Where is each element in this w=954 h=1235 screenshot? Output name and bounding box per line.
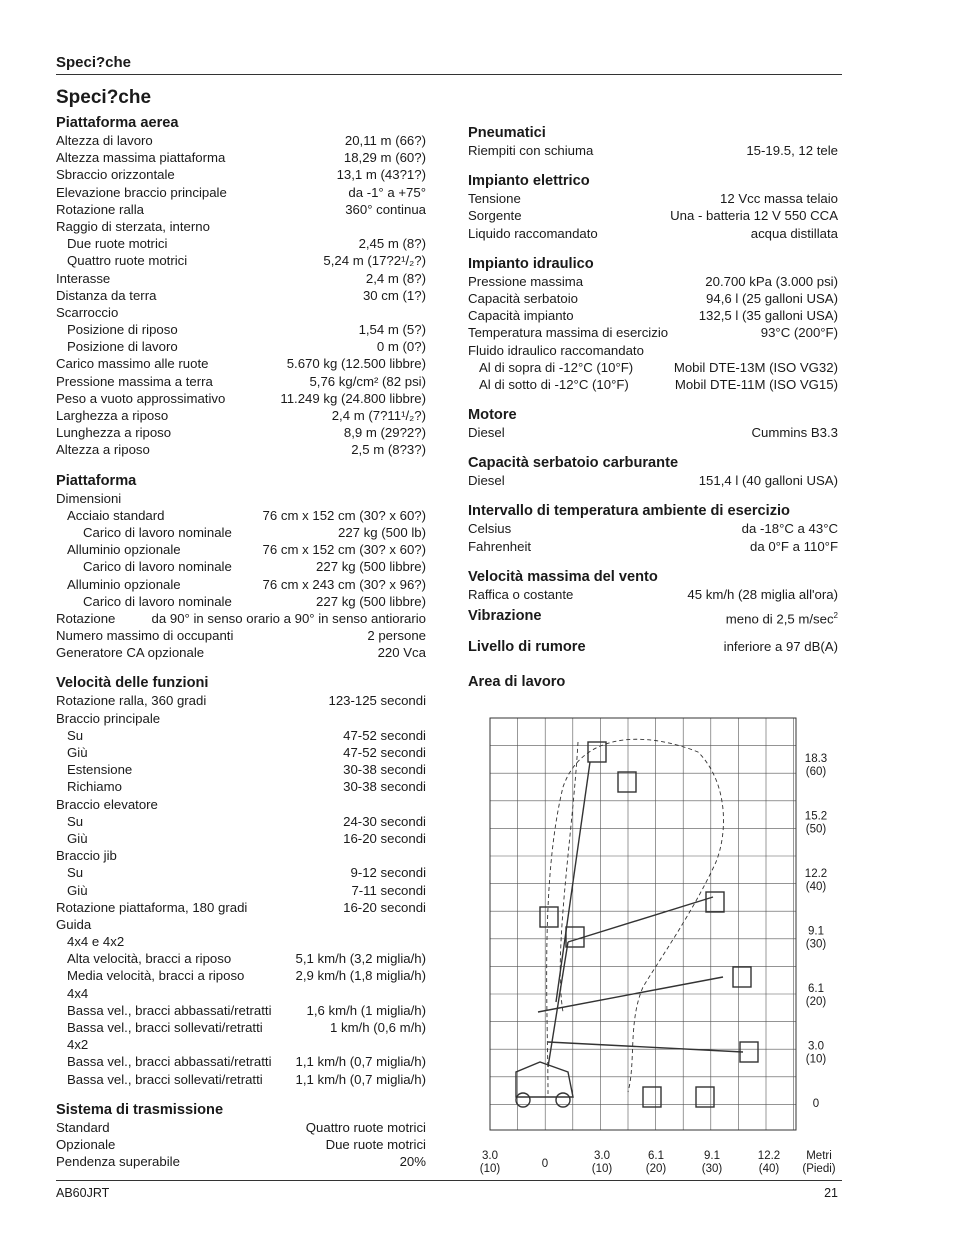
section-title: Velocità delle funzioni (56, 675, 209, 692)
spec-row (56, 1153, 426, 1170)
spec-row (56, 1002, 426, 1019)
spec-value: 2,45 m (8?) (358, 236, 426, 252)
spec-value: 47-52 secondi (343, 727, 426, 743)
spec-row (468, 586, 838, 603)
spec-label: Tensione (468, 191, 521, 207)
y-tick-label: (20) (805, 996, 827, 1008)
work-area-title: Area di lavoro (468, 674, 566, 690)
spec-label: Sbraccio orizzontale (56, 167, 175, 183)
spec-row (56, 252, 426, 269)
spec-label: Carico di lavoro nominale (83, 593, 232, 609)
spec-row (56, 390, 426, 407)
spec-row (56, 304, 426, 321)
spec-label: Lunghezza a riposo (56, 425, 172, 441)
spec-label: Generatore CA opzionale (56, 645, 205, 661)
spec-label: Rotazione (56, 610, 116, 626)
spec-row (56, 933, 426, 950)
spec-value: 123-125 secondi (328, 693, 426, 709)
spec-label: Posizione di lavoro (67, 339, 178, 355)
spec-row (56, 864, 426, 881)
x-tick-label: 9.1 (704, 1150, 720, 1162)
x-tick-label: (10) (479, 1163, 501, 1175)
spec-value: 1,6 km/h (1 miglia/h) (306, 1002, 426, 1018)
footer-rule (56, 1180, 842, 1181)
spec-value: da 90° in senso orario a 90° in senso antiorario (151, 610, 426, 626)
header-rule (56, 74, 842, 75)
spec-value: 2,4 m (7?11¹/₂?) (331, 408, 426, 423)
spec-row (56, 796, 426, 813)
x-tick-label: 12.2 (757, 1150, 781, 1162)
spec-row (56, 1019, 426, 1036)
spec-row (56, 166, 426, 183)
spec-label: Pressione massima a terra (56, 373, 213, 389)
spec-row (56, 270, 426, 287)
spec-label: Opzionale (56, 1136, 116, 1152)
spec-label: Giù (67, 745, 88, 760)
spec-row (56, 321, 426, 338)
spec-row (56, 778, 426, 795)
spec-row (56, 576, 426, 593)
y-axis-ticks (805, 753, 827, 1110)
y-tick-label: (60) (805, 766, 827, 778)
spec-row (56, 441, 426, 458)
spec-value: 20.700 kPa (3.000 psi) (705, 273, 838, 289)
right-column (468, 124, 838, 691)
x-tick-label: (20) (645, 1163, 667, 1175)
spec-row (56, 727, 426, 744)
spec-row (56, 950, 426, 967)
spec-label: Riempiti con schiuma (468, 143, 594, 158)
noise-row (468, 638, 838, 656)
spec-label: Due ruote motrici (67, 236, 168, 252)
spec-value: 2,4 m (8?) (365, 270, 426, 286)
section-title: Impianto idraulico (468, 255, 594, 272)
spec-row (56, 287, 426, 304)
spec-label: Raffica o costante (468, 586, 574, 602)
spec-value: 18,29 m (60?) (343, 150, 426, 166)
spec-label: Quattro ruote motrici (67, 253, 188, 269)
spec-label: Su (67, 865, 84, 881)
spec-row (56, 201, 426, 218)
spec-value: 5,24 m (17?2¹/₂?) (323, 253, 426, 269)
spec-value: 1,54 m (5?) (358, 322, 426, 338)
spec-row (56, 355, 426, 372)
spec-value: 20,11 m (66?) (344, 133, 426, 148)
spec-value: 5.670 kg (12.500 libbre) (286, 356, 426, 372)
spec-label: Carico di lavoro nominale (83, 559, 232, 575)
spec-label: Alta velocità, bracci a riposo (67, 951, 232, 967)
section-title: Piattaforma (56, 472, 137, 489)
spec-value: 9-12 secondi (350, 865, 426, 881)
spec-row (468, 376, 838, 393)
work-area-grid (490, 718, 796, 1130)
x-tick-label: 3.0 (482, 1150, 498, 1162)
spec-row (56, 830, 426, 847)
spec-row (468, 424, 838, 441)
footer-page-number: 21 (824, 1186, 838, 1200)
x-tick-label: (40) (758, 1163, 780, 1175)
left-column (56, 114, 426, 1170)
spec-row (56, 407, 426, 424)
spec-label: Braccio jib (56, 848, 117, 864)
spec-label: 4x2 (67, 1037, 89, 1053)
spec-value: Quattro ruote motrici (305, 1119, 426, 1135)
spec-label: Bassa vel., bracci sollevati/retratti (67, 1020, 263, 1035)
running-header: Speci?che (56, 54, 132, 71)
y-tick-label: 0 (812, 1098, 820, 1110)
spec-value: acqua distillata (750, 225, 838, 241)
spec-row (56, 1136, 426, 1153)
spec-value: Mobil DTE-11M (ISO VG15) (674, 376, 838, 392)
spec-row (56, 149, 426, 166)
spec-label: Acciaio standard (67, 507, 165, 523)
spec-row (56, 184, 426, 201)
spec-row (468, 207, 838, 224)
spec-label: Altezza a riposo (56, 442, 150, 458)
spec-row (56, 899, 426, 916)
spec-row (56, 132, 426, 149)
vibration-label: Vibrazione (468, 608, 542, 624)
y-tick-label: 6.1 (808, 983, 824, 995)
spec-label: Distanza da terra (56, 287, 157, 303)
noise-label: Livello di rumore (468, 639, 586, 655)
spec-row (56, 524, 426, 541)
spec-row (56, 710, 426, 727)
section-title: Intervallo di temperatura ambiente di esercizio (468, 503, 790, 520)
spec-row (56, 744, 426, 761)
spec-row (56, 541, 426, 558)
x-tick-label: (30) (701, 1163, 723, 1175)
y-tick-label: 18.3 (804, 753, 828, 765)
spec-value: 5,1 km/h (3,2 miglia/h) (295, 951, 426, 967)
right-sections (468, 124, 838, 603)
spec-value: 1 km/h (0,6 m/h) (329, 1020, 426, 1035)
section-title: Motore (468, 407, 517, 424)
spec-label: Altezza massima piattaforma (56, 150, 226, 166)
spec-label: Giù (67, 882, 88, 898)
footer-model: AB60JRT (56, 1186, 110, 1200)
vibration-value: meno di 2,5 $m/\sec^2$ (725, 611, 838, 627)
y-tick-label: (40) (805, 881, 827, 893)
unit-label-metric: Metri (806, 1150, 832, 1162)
spec-label: Alluminio opzionale (67, 576, 181, 592)
spec-value: 1,1 km/h (0,7 miglia/h) (295, 1054, 426, 1070)
spec-label: Scarroccio (56, 304, 119, 320)
spec-label: Su (67, 813, 84, 829)
spec-value: 360° continua (345, 201, 426, 217)
spec-value: 30-38 secondi (343, 762, 426, 778)
spec-label: Altezza di lavoro (56, 133, 153, 148)
spec-row (56, 916, 426, 933)
unit-label-imperial: (Piedi) (802, 1163, 836, 1175)
spec-value: 227 kg (500 libbre) (316, 593, 426, 609)
spec-value: 45 km/h (28 miglia all'ora) (687, 586, 838, 602)
spec-value: da -1° a +75° (348, 184, 426, 200)
spec-row (468, 190, 838, 207)
spec-value: 16-20 secondi (343, 830, 426, 846)
spec-value: 2,5 m (8?3?) (351, 442, 426, 458)
spec-value: 11.249 kg (24.800 libbre) (280, 390, 426, 406)
spec-row (56, 882, 426, 899)
spec-row (56, 1036, 426, 1053)
spec-label: Al di sotto di -12°C (10°F) (479, 376, 629, 392)
spec-value: da -18°C a 43°C (741, 521, 838, 537)
spec-value: 2 persone (367, 628, 426, 644)
spec-row (56, 1053, 426, 1070)
spec-label: Giù (67, 830, 88, 846)
spec-label: Su (67, 727, 84, 743)
spec-value: 76 cm x 243 cm (30? x 96?) (262, 576, 426, 592)
spec-label: Capacità serbatoio (468, 290, 578, 306)
y-tick-label: (30) (805, 938, 827, 951)
spec-row (56, 1119, 426, 1136)
spec-row (468, 142, 838, 159)
work-area-diagram (478, 712, 842, 1177)
spec-value: 7-11 secondi (351, 882, 426, 898)
spec-label: Guida (56, 916, 92, 932)
spec-label: Pressione massima (468, 273, 584, 289)
spec-value: 76 cm x 152 cm (30? x 60?) (262, 542, 426, 558)
spec-label: Fahrenheit (468, 538, 532, 554)
page-title: Speci?che (56, 87, 152, 108)
spec-row (56, 490, 426, 507)
section-title: Velocità massima del vento (468, 568, 658, 585)
spec-label: Rotazione ralla, 360 gradi (56, 693, 207, 709)
spec-value: 151,4 l (40 galloni USA) (698, 473, 838, 489)
spec-value: 220 Vca (377, 645, 426, 661)
spec-label: Estensione (67, 762, 133, 778)
y-tick-label: (10) (805, 1053, 827, 1066)
spec-row (56, 847, 426, 864)
y-tick-label: (50) (805, 823, 827, 836)
spec-label: Dimensioni (56, 490, 122, 506)
spec-value: Mobil DTE-13M (ISO VG32) (673, 359, 838, 375)
spec-value: 94,6 l (25 galloni USA) (706, 290, 838, 306)
spec-row (56, 235, 426, 252)
spec-label: Capacità impianto (468, 308, 574, 324)
spec-value: 2,9 km/h (1,8 miglia/h) (295, 968, 426, 984)
spec-label: Carico massimo alle ruote (56, 356, 209, 372)
spec-label: Standard (56, 1119, 110, 1135)
spec-label: Elevazione braccio principale (56, 184, 227, 200)
spec-label: Diesel (468, 473, 505, 489)
spec-value: Una - batteria 12 V 550 CCA (670, 208, 838, 224)
spec-label: Rotazione ralla (56, 201, 144, 217)
spec-value: 227 kg (500 libbre) (316, 559, 426, 575)
section-title: Impianto elettrico (468, 173, 590, 190)
spec-label: Sorgente (468, 208, 522, 224)
spec-value: 24-30 secondi (343, 813, 426, 829)
spec-label: Celsius (468, 521, 512, 537)
spec-value: 1,1 km/h (0,7 miglia/h) (295, 1071, 426, 1087)
spec-row (468, 520, 838, 537)
section-title: Piattaforma aerea (56, 115, 179, 131)
y-tick-label: 15.2 (804, 810, 828, 823)
spec-row (468, 359, 838, 376)
spec-row (56, 985, 426, 1002)
spec-value: 47-52 secondi (343, 745, 426, 760)
spec-label: Liquido raccomandato (468, 225, 598, 241)
spec-value: 30 cm (1?) (362, 287, 426, 303)
spec-row (56, 644, 426, 661)
spec-row (468, 342, 838, 359)
noise-value: inferiore a 97 dB(A) (723, 639, 838, 654)
x-tick-label: 0 (541, 1158, 549, 1170)
x-tick-label: 3.0 (594, 1150, 610, 1162)
spec-value: 132,5 l (35 galloni USA) (698, 308, 838, 324)
spec-value: 16-20 secondi (343, 899, 426, 915)
spec-row (56, 218, 426, 235)
spec-label: Braccio elevatore (56, 796, 158, 812)
spec-label: Fluido idraulico raccomandato (468, 342, 644, 358)
spec-row (56, 338, 426, 355)
spec-row (468, 307, 838, 324)
spec-label: Interasse (56, 270, 111, 286)
y-tick-label: 9.1 (808, 925, 824, 938)
spec-row (468, 538, 838, 555)
grid-frame (490, 718, 796, 1130)
spec-value: 12 Vcc massa telaio (719, 191, 838, 207)
spec-value: 20% (399, 1154, 426, 1170)
x-tick-label: 6.1 (648, 1150, 664, 1162)
spec-row (468, 472, 838, 489)
spec-label: Bassa vel., bracci sollevati/retratti (67, 1071, 263, 1087)
spec-row (56, 692, 426, 709)
spec-label: 4x4 e 4x2 (67, 934, 125, 950)
spec-row (468, 225, 838, 242)
spec-row (56, 593, 426, 610)
section-title: Pneumatici (468, 125, 546, 141)
spec-row (56, 813, 426, 830)
spec-value: 76 cm x 152 cm (30? x 60?) (262, 507, 426, 523)
spec-row (56, 558, 426, 575)
spec-label: Numero massimo di occupanti (56, 628, 234, 644)
x-axis-ticks (480, 1150, 780, 1175)
spec-value: 93°C (200°F) (760, 325, 838, 341)
section-title: Capacità serbatoio carburante (468, 455, 679, 472)
section-title: Sistema di trasmissione (56, 1101, 224, 1118)
spec-value: 30-38 secondi (343, 779, 426, 795)
spec-row (56, 373, 426, 390)
spec-label: Diesel (468, 425, 505, 441)
spec-value: 8,9 m (29?2?) (343, 425, 426, 441)
spec-label: Raggio di sterzata, interno (56, 218, 210, 234)
spec-label: Richiamo (67, 779, 122, 795)
spec-label: Pendenza superabile (56, 1154, 180, 1170)
spec-label: Bassa vel., bracci abbassati/retratti (67, 1054, 272, 1070)
spec-row (56, 1071, 426, 1088)
spec-label: Alluminio opzionale (67, 542, 181, 558)
x-tick-label: (10) (591, 1163, 613, 1175)
y-tick-label: 3.0 (808, 1040, 824, 1053)
spec-row (468, 273, 838, 290)
spec-label: Rotazione piattaforma, 180 gradi (56, 899, 248, 915)
spec-label: Media velocità, bracci a riposo (67, 968, 245, 984)
spec-row (56, 424, 426, 441)
spec-value: 227 kg (500 lb) (338, 524, 426, 540)
spec-value: 15-19.5, 12 tele (746, 143, 838, 158)
spec-label: Braccio principale (56, 710, 161, 726)
spec-value: 13,1 m (43?1?) (336, 167, 426, 183)
spec-value: 5,76 kg/cm² (82 psi) (309, 373, 426, 389)
spec-row (56, 627, 426, 644)
spec-row (56, 967, 426, 984)
spec-row (56, 761, 426, 778)
y-tick-label: 12.2 (804, 868, 828, 880)
spec-label: Al di sopra di -12°C (10°F) (479, 359, 634, 375)
spec-value: 0 m (0?) (376, 339, 426, 355)
spec-row (56, 507, 426, 524)
spec-label: Temperatura massima di esercizio (468, 325, 669, 341)
spec-row (468, 290, 838, 307)
spec-label: Larghezza a riposo (56, 408, 169, 423)
spec-value: da 0°F a 110°F (749, 538, 838, 554)
spec-label: Peso a vuoto approssimativo (56, 390, 226, 406)
spec-row (56, 610, 426, 627)
machine-sketch (516, 742, 758, 1107)
spec-label: 4x4 (67, 985, 89, 1001)
spec-label: Carico di lavoro nominale (83, 524, 232, 540)
spec-label: Posizione di riposo (67, 322, 178, 338)
spec-value: Cummins B3.3 (751, 425, 838, 441)
spec-value: Due ruote motrici (325, 1136, 426, 1152)
vibration-row (468, 607, 838, 625)
spec-row (468, 324, 838, 341)
spec-label: Bassa vel., bracci abbassati/retratti (67, 1002, 272, 1018)
